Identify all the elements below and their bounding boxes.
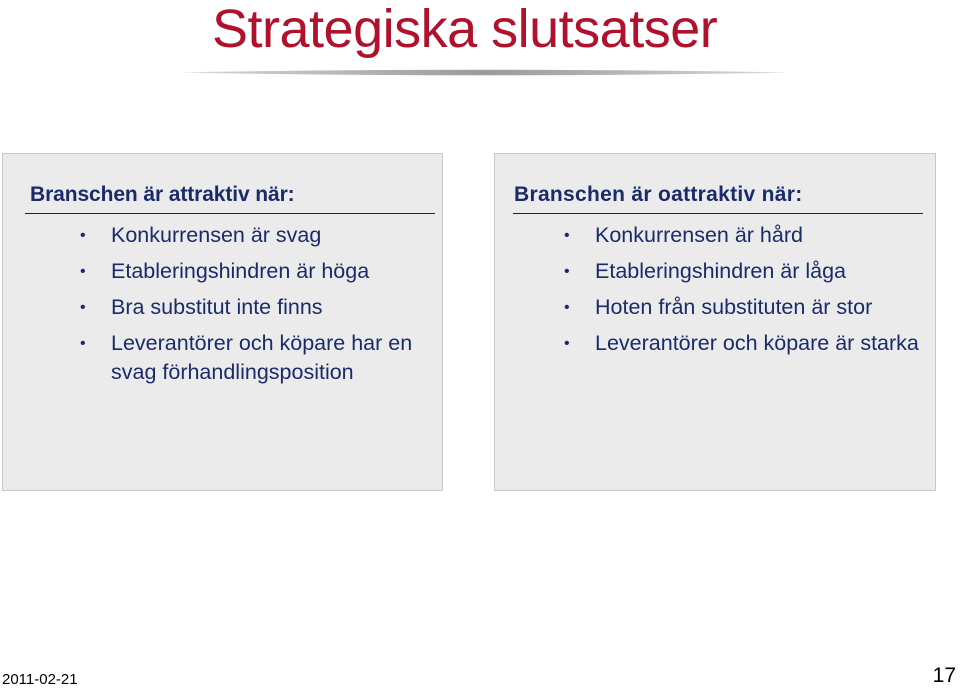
list-item-text: Hoten från substituten är stor — [595, 295, 873, 319]
unattractive-industry-box — [494, 153, 936, 491]
slide-date: 2011-02-21 — [2, 671, 78, 688]
page-number: 17 — [932, 664, 956, 687]
unattractive-heading-rule — [513, 213, 923, 214]
slide-title: Strategiska slutsatser — [212, 0, 718, 59]
list-item — [80, 293, 441, 322]
list-item — [564, 257, 931, 286]
list-item — [80, 329, 441, 387]
bullet-icon: • — [564, 299, 570, 316]
list-item-text: Leverantörer och köpare är starka — [595, 331, 919, 355]
list-item-text: Etableringshindren är låga — [595, 259, 846, 283]
list-item — [564, 329, 931, 358]
list-item — [564, 221, 931, 250]
bullet-icon: • — [80, 335, 86, 352]
list-item-text: Bra substitut inte finns — [111, 295, 323, 319]
attractive-heading: Branschen är attraktiv när: — [30, 183, 295, 206]
title-underline — [178, 68, 790, 77]
list-item-text: Etableringshindren är höga — [111, 259, 370, 283]
list-item-text: Leverantörer och köpare har en svag förhandlingsposition — [111, 331, 413, 384]
list-item-text: Konkurrensen är svag — [111, 223, 322, 247]
attractive-heading-rule — [25, 213, 435, 214]
bullet-icon: • — [80, 263, 86, 280]
bullet-icon: • — [80, 299, 86, 316]
attractive-list — [80, 221, 441, 394]
list-item-text: Konkurrensen är hård — [595, 223, 803, 247]
attractive-industry-box — [2, 153, 443, 491]
list-item — [80, 257, 441, 286]
list-item — [80, 221, 441, 250]
bullet-icon: • — [564, 263, 570, 280]
list-item — [564, 293, 931, 322]
bullet-icon: • — [564, 335, 570, 352]
unattractive-list — [564, 221, 931, 365]
bullet-icon: • — [564, 227, 570, 244]
unattractive-heading: Branschen är oattraktiv när: — [514, 183, 803, 206]
bullet-icon: • — [80, 227, 86, 244]
